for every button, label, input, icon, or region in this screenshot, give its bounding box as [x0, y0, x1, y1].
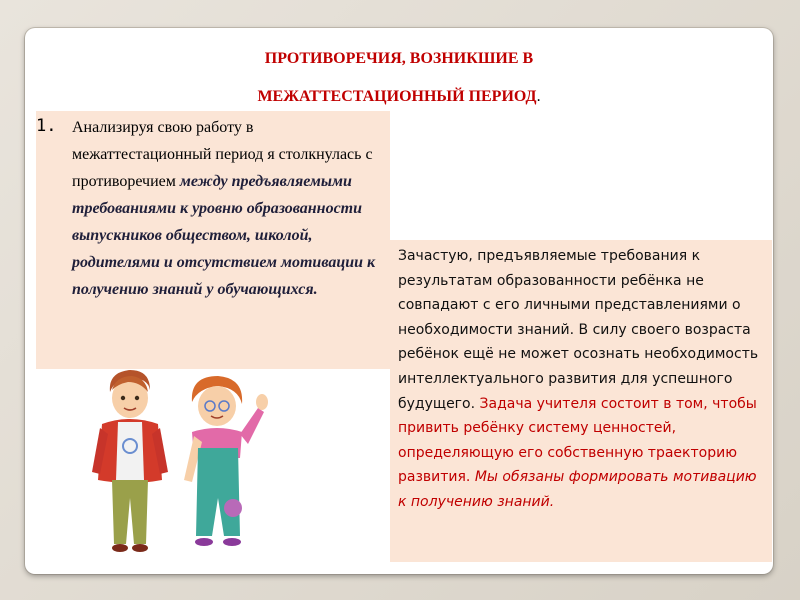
girl-figure: [184, 376, 268, 546]
right-paragraph: [398, 244, 768, 515]
list-number: 1.: [36, 116, 57, 136]
slide-title: [25, 40, 773, 116]
title-line-2: МЕЖАТТЕСТАЦИОННЫЙ ПЕРИОД.: [257, 88, 541, 105]
left-paragraph: [72, 114, 384, 303]
left-emphasis: между предъявляемыми требованиями к уровню образованности выпускников обществом, школой, родителями и отсутствием мотивации к получению знаний у обучающихся.: [72, 173, 376, 298]
right-red-italic: Мы обязаны формировать мотивацию к получению знаний.: [398, 469, 757, 510]
boy-figure: [92, 370, 168, 552]
two-children-illustration: [88, 368, 278, 560]
right-red: Задача учителя состоит в том, чтобы привить ребёнку систему ценностей, определяющую его собственную траекторию развития.: [398, 395, 757, 486]
right-plain: Зачастую, предъявляемые требования к результатам образованности ребёнка не совпадают с его личными представлениями о необходимости знаний. В силу своего возраста ребёнок ещё не может осознать необходимость интеллектуального развития для успешного будущего.: [398, 248, 759, 412]
left-intro: Анализируя свою работу в межаттестационный период я столкнулась с противоречием: [72, 119, 373, 190]
title-line-1: ПРОТИВОРЕЧИЯ, ВОЗНИКШИЕ В: [264, 50, 534, 67]
